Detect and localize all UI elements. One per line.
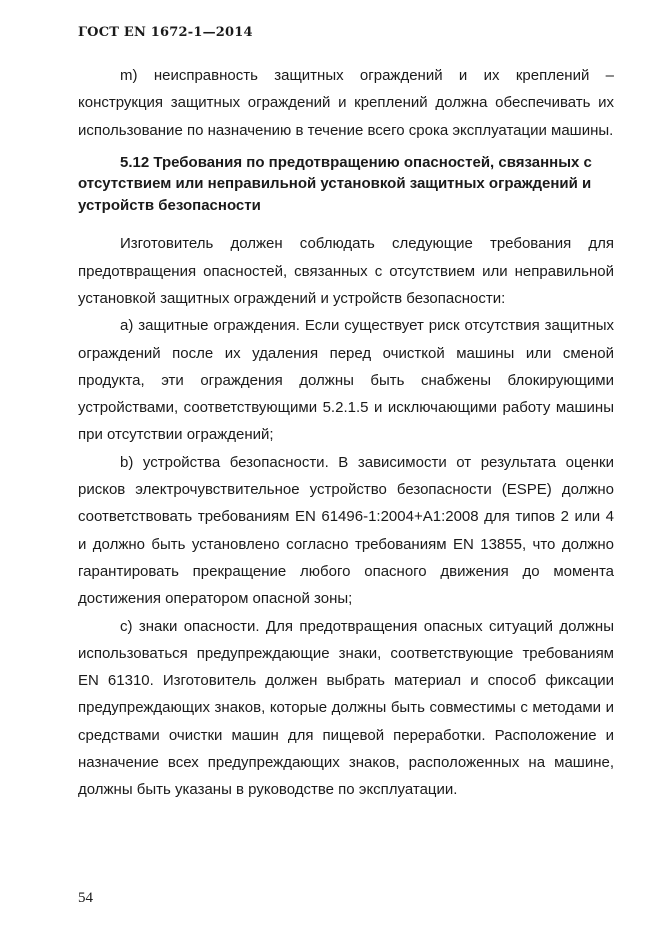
document-code-header: ГОСТ EN 1672-1—2014 <box>78 25 253 40</box>
paragraph-item-m: m) неисправность защитных ограждений и их креплений – конструкция защитных ограждений и креплений должна обеспечивать их использование по назначению в течение всего срока эксплуатации машины. <box>78 67 614 139</box>
paragraph-item-b: b) устройства безопасности. В зависимости от результата оценки рисков электрочувствительное устройство безопасности (ESPE) должно соответствовать требованиям EN 61496-1:2004+A1:2008 для типов 2 или 4 и должно быть установлено согласно требованиям EN 13855, что должно гарантировать прекращение любого опасного движения до момента достижения оператором опасной зоны; <box>78 453 614 608</box>
document-body <box>78 62 614 804</box>
paragraph-intro: Изготовитель должен соблюдать следующие требования для предотвращения опасностей, связанных с отсутствием или неправильной установкой защитных ограждений и устройств безопасности: <box>78 235 614 307</box>
section-heading: 5.12 Требования по предотвращению опасностей, связанных с отсутствием или неправильной установкой защитных ограждений и устройств безопасности <box>78 153 592 214</box>
paragraph-item-c: c) знаки опасности. Для предотвращения опасных ситуаций должны использоваться предупреждающие знаки, соответствующие требованиям EN 61310. Изготовитель должен выбрать материал и способ фиксации предупреждающих знаков, которые должны быть совместимы с методами и средствами очистки машин для пищевой переработки. Расположение и назначение всех предупреждающих знаков, расположенных на машине, должны быть указаны в руководстве по эксплуатации. <box>78 617 614 799</box>
paragraph-item-a: а) защитные ограждения. Если существует риск отсутствия защитных ограждений после их удаления перед очисткой машины или сменой продукта, эти ограждения должны быть снабжены блокирующими устройствами, соответствующими 5.2.1.5 и исключающими работу машины при отсутствии ограждений; <box>78 317 614 444</box>
page-number: 54 <box>78 890 93 906</box>
